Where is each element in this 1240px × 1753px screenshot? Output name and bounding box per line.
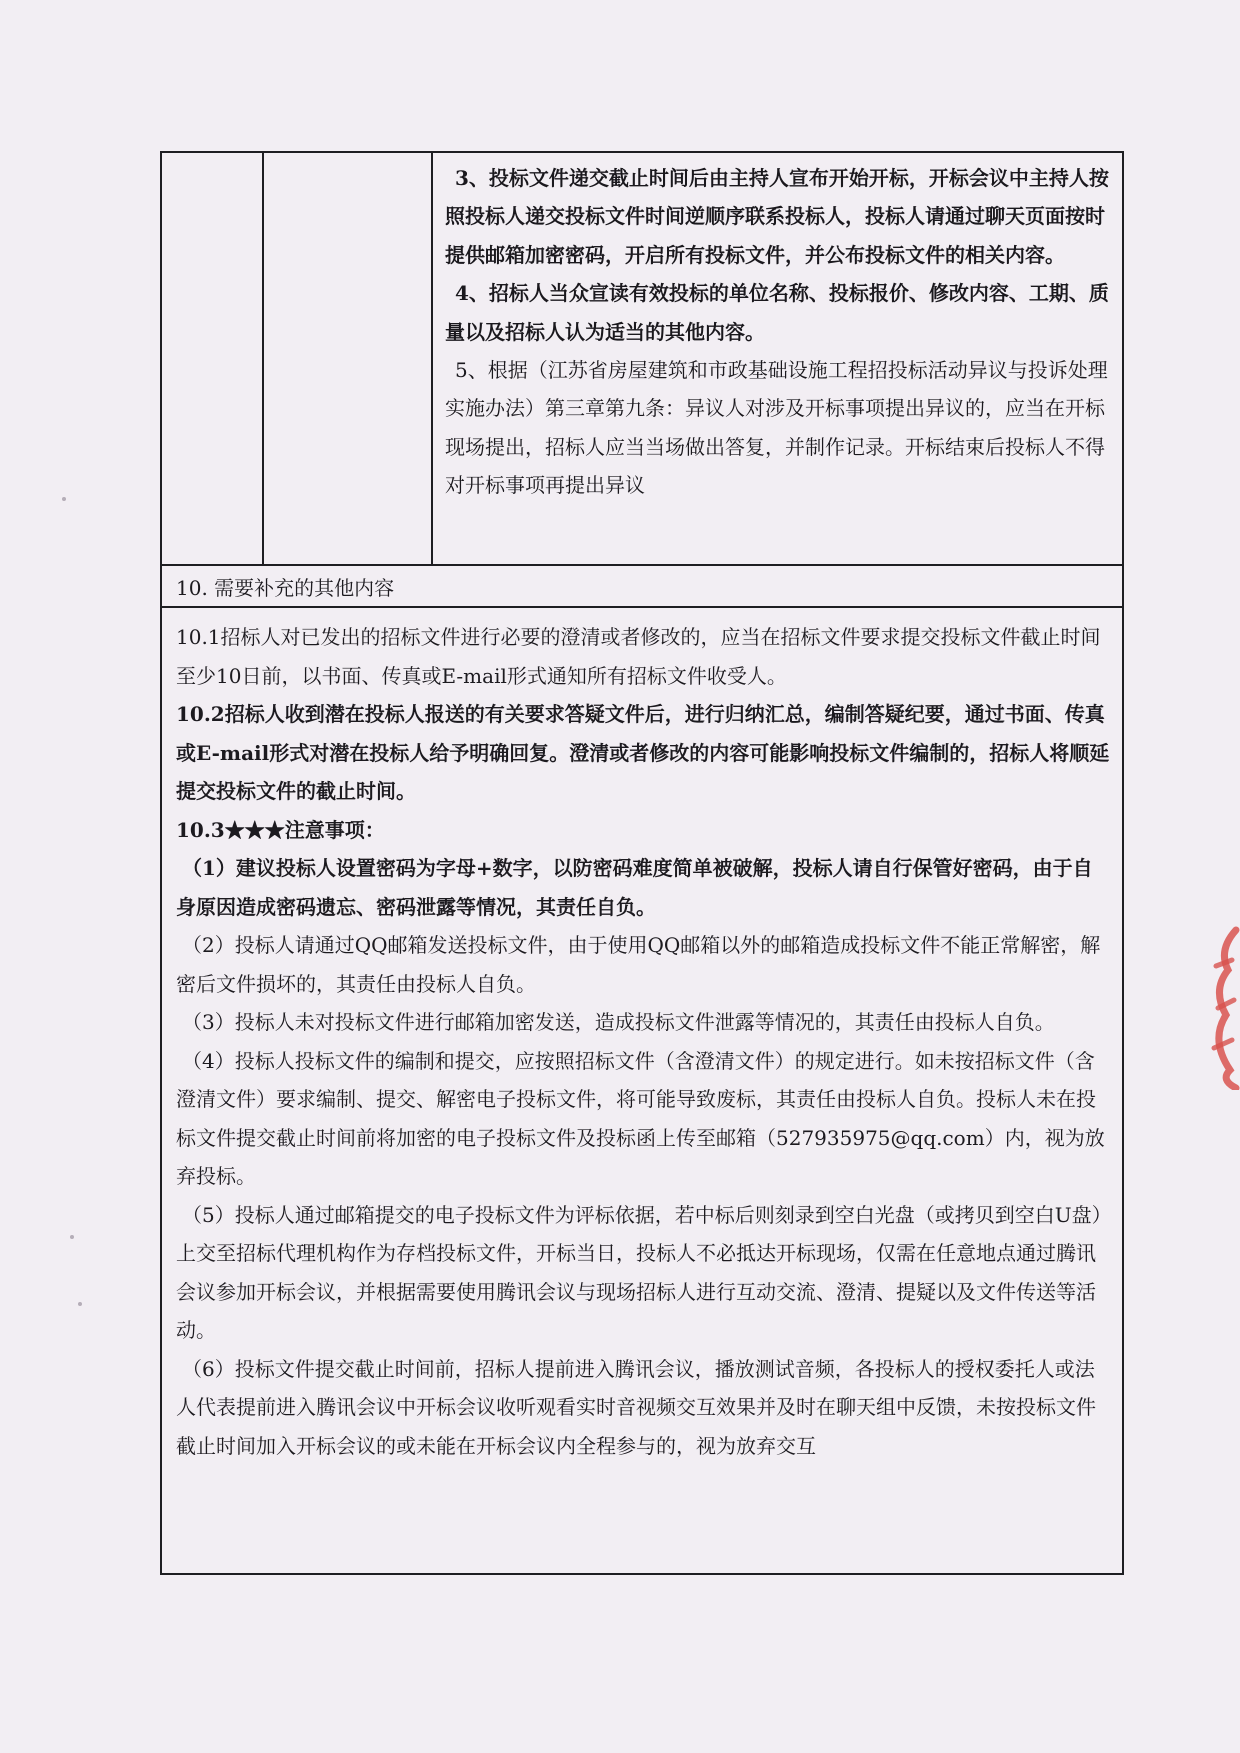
- red-seal-icon: [1206, 920, 1240, 1090]
- column-divider-2: [431, 153, 433, 566]
- cell-paragraph: 5、根据（江苏省房屋建筑和市政基础设施工程招投标活动异议与投诉处理实施办法）第三章第九条：异议人对涉及开标事项提出异议的，应当在开标现场提出，招标人应当当场做出答复，并制作记录。开标结束后投标人不得对开标事项再提出异议: [445, 358, 1108, 498]
- paragraph-10-2: 10.2招标人收到潜在投标人报送的有关要求答疑文件后，进行归纳汇总，编制答疑纪要，通过书面、传真或E-mail形式对潜在投标人给予明确回复。澄清或者修改的内容可能影响投标文件编制的，招标人将顺延提交投标文件的截止时间。: [176, 702, 1110, 803]
- section-title: 10. 需要补充的其他内容: [176, 576, 395, 600]
- row-divider-2: [162, 606, 1122, 608]
- notice-item-5: （5）投标人通过邮箱提交的电子投标文件为评标依据，若中标后则刻录到空白光盘（或拷贝到空白U盘）上交至招标代理机构作为存档投标文件，开标当日，投标人不必抵达开标现场，仅需在任意地点通过腾讯会议参加开标会议，并根据需要使用腾讯会议与现场招标人进行互动交流、澄清、提疑以及文件传送等活动。: [176, 1202, 1112, 1342]
- section-body: [176, 618, 1112, 1465]
- notice-item-4: （4）投标人投标文件的编制和提交，应按照招标文件（含澄清文件）的规定进行。如未按招标文件（含澄清文件）要求编制、提交、解密电子投标文件，将可能导致废标，其责任由投标人自负。投标人未在投标文件提交截止时间前将加密的电子投标文件及投标函上传至邮箱（527935975@qq.com）内，视为放弃投标。: [176, 1048, 1105, 1188]
- column-divider-1: [262, 153, 264, 566]
- notice-item-3: （3）投标人未对投标文件进行邮箱加密发送，造成投标文件泄露等情况的，其责任由投标人自负。: [182, 1010, 1055, 1034]
- cell-paragraph: 4、招标人当众宣读有效投标的单位名称、投标报价、修改内容、工期、质量以及招标人认为适当的其他内容。: [445, 281, 1109, 344]
- scan-speck: [78, 1302, 82, 1306]
- notice-item-1: （1）建议投标人设置密码为字母+数字，以防密码难度简单被破解，投标人请自行保管好密码，由于自身原因造成密码遗忘、密码泄露等情况，其责任自负。: [176, 856, 1093, 919]
- document-table: [160, 151, 1124, 1575]
- scan-speck: [62, 497, 66, 501]
- opening-procedure-cell: [445, 159, 1113, 505]
- cell-paragraph: 3、投标文件递交截止时间后由主持人宣布开始开标，开标会议中主持人按照投标人递交投标文件时间逆顺序联系投标人，投标人请通过聊天页面按时提供邮箱加密密码，开启所有投标文件，并公布投标文件的相关内容。: [445, 166, 1109, 267]
- notice-item-6: （6）投标文件提交截止时间前，招标人提前进入腾讯会议，播放测试音频，各投标人的授权委托人或法人代表提前进入腾讯会议中开标会议收听观看实时音视频交互效果并及时在聊天组中反馈，未按投标文件截止时间加入开标会议的或未能在开标会议内全程参与的，视为放弃交互: [176, 1356, 1096, 1458]
- notice-item-2: （2）投标人请通过QQ邮箱发送投标文件，由于使用QQ邮箱以外的邮箱造成投标文件不能正常解密，解密后文件损坏的，其责任由投标人自负。: [176, 933, 1101, 996]
- row-divider-1: [162, 564, 1122, 566]
- scan-speck: [70, 1235, 74, 1239]
- paragraph-10-3: 10.3★★★注意事项：: [176, 817, 385, 842]
- paragraph-10-1: 10.1招标人对已发出的招标文件进行必要的澄清或者修改的，应当在招标文件要求提交投标文件截止时间至少10日前，以书面、传真或E-mail形式通知所有招标文件收受人。: [176, 625, 1101, 688]
